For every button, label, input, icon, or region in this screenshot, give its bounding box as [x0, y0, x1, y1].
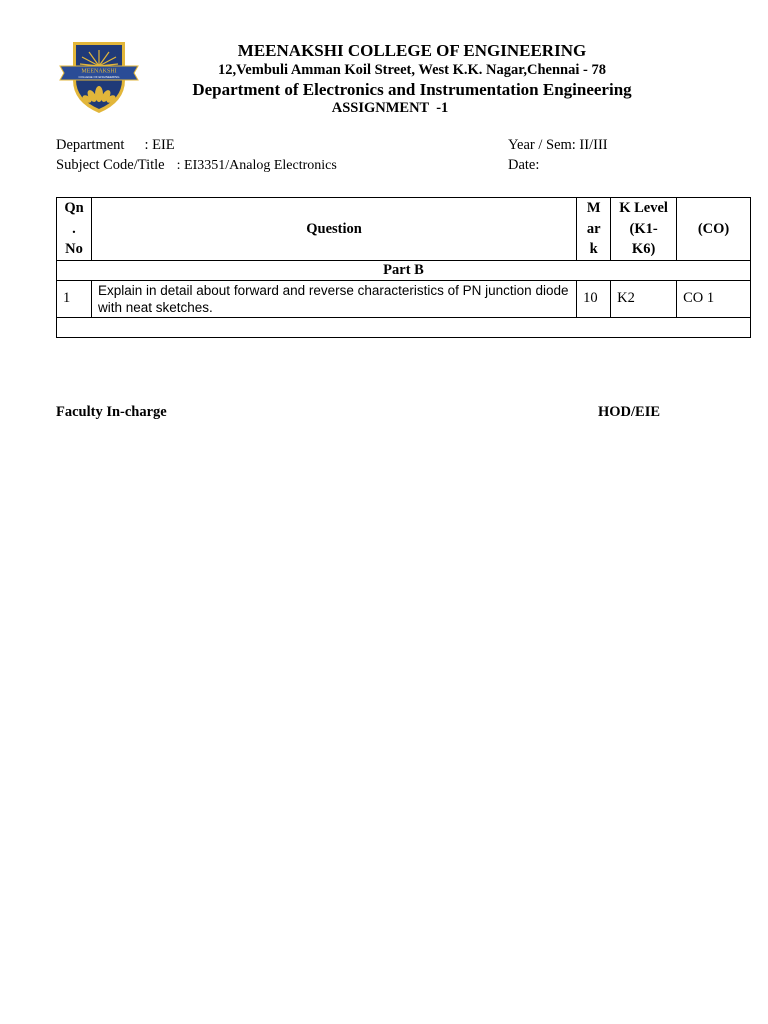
header-klevel-line: (K1-	[629, 220, 658, 237]
question-mark: 10	[577, 280, 611, 317]
logo-text-line2: COLLEGE OF ENGINEERING	[78, 75, 120, 79]
header-qno-line: No	[65, 241, 83, 257]
header-mark-line: M	[586, 200, 601, 216]
question-table	[56, 197, 751, 338]
header-mark-line: k	[589, 241, 598, 257]
header-qno-line: Qn	[64, 200, 84, 216]
department-label: Department	[56, 137, 125, 153]
assignment-title: ASSIGNMENT -1	[331, 100, 449, 116]
logo-text-line1: MEENAKSHI	[81, 68, 117, 75]
table-header-row	[57, 198, 751, 261]
subject-label: Subject Code/Title	[56, 157, 165, 173]
subject-info	[56, 157, 337, 174]
header-klevel	[611, 198, 677, 261]
header-klevel-line: K6)	[631, 241, 656, 257]
subject-value: : EI3351/Analog Electronics	[176, 158, 337, 173]
department-title: Department of Electronics and Instrumentation Engineering	[192, 80, 632, 99]
date-label: Date:	[508, 157, 540, 173]
table-row	[57, 280, 751, 317]
question-number: 1	[57, 280, 92, 317]
header-co: (CO)	[677, 198, 751, 261]
empty-row	[57, 317, 751, 337]
department-value: : EIE	[144, 137, 175, 153]
college-name: MEENAKSHI COLLEGE OF ENGINEERING	[237, 41, 587, 60]
header-mark-line: ar	[586, 220, 601, 237]
question-klevel: K2	[611, 280, 677, 317]
header-question: Question	[91, 198, 576, 261]
part-row	[57, 260, 751, 280]
department-info	[56, 137, 175, 154]
year-sem: Year / Sem: II/III	[508, 137, 608, 153]
question-text: Explain in detail about forward and reverse characteristics of PN junction diode with neat sketches.	[91, 280, 576, 317]
hod-signature-label: HOD/EIE	[598, 404, 661, 420]
college-address: 12,Vembuli Amman Koil Street, West K.K. Nagar,Chennai - 78	[218, 62, 606, 78]
question-co: CO 1	[677, 280, 751, 317]
header-mark	[577, 198, 611, 261]
header-qno-line: .	[72, 220, 76, 237]
header-qno	[57, 198, 92, 261]
faculty-signature-label: Faculty In-charge	[56, 404, 167, 420]
part-label: Part B	[57, 260, 751, 280]
empty-cell	[57, 317, 751, 337]
header-klevel-line: K Level	[619, 200, 668, 216]
